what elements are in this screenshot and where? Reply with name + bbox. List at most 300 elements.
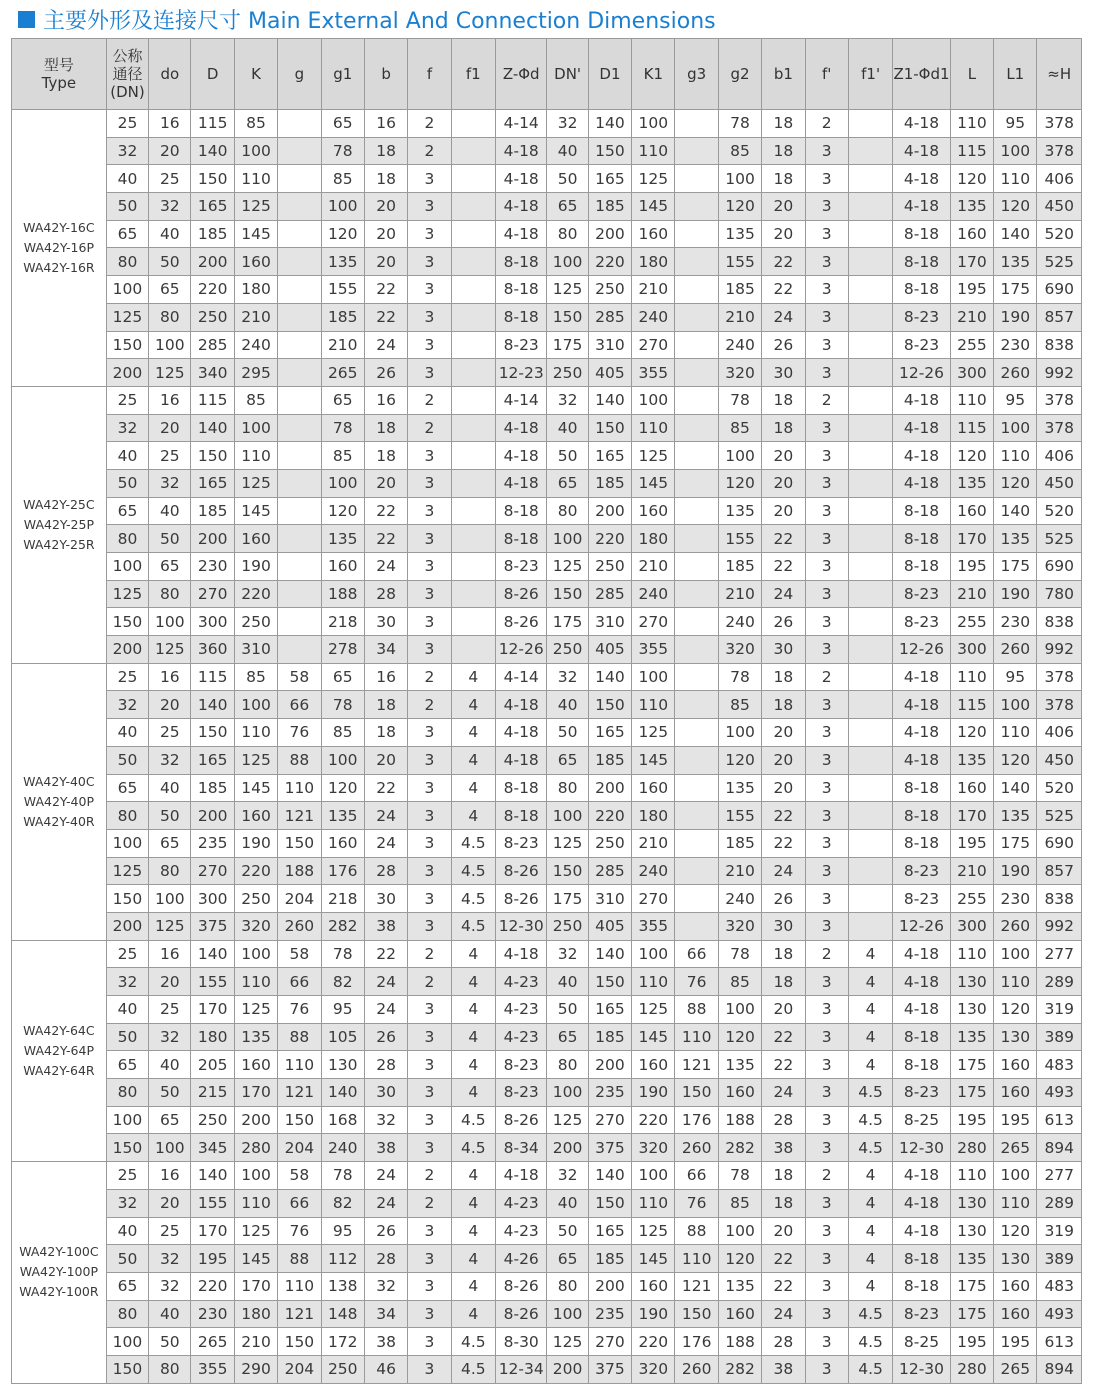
table-cell: 2 bbox=[805, 386, 848, 414]
table-cell: 125 bbox=[547, 1328, 588, 1356]
table-cell: 50 bbox=[149, 525, 191, 553]
table-cell: 168 bbox=[321, 1106, 364, 1134]
table-cell: 28 bbox=[364, 580, 407, 608]
table-cell: 12-30 bbox=[496, 912, 547, 940]
table-cell: 125 bbox=[106, 303, 148, 331]
model-type: WA42Y-40P bbox=[23, 793, 95, 809]
table-row bbox=[12, 1245, 1082, 1273]
table-cell: 24 bbox=[762, 580, 805, 608]
table-cell: 18 bbox=[364, 165, 407, 193]
table-cell bbox=[675, 802, 718, 830]
table-cell: 78 bbox=[321, 691, 364, 719]
table-cell: 220 bbox=[588, 248, 631, 276]
table-cell: 3 bbox=[805, 1355, 848, 1383]
table-cell bbox=[848, 774, 892, 802]
column-header: f bbox=[408, 39, 451, 110]
table-cell: 300 bbox=[191, 608, 234, 636]
table-cell: 160 bbox=[994, 1300, 1037, 1328]
table-cell: 4.5 bbox=[848, 1106, 892, 1134]
table-cell: 121 bbox=[675, 1272, 718, 1300]
table-cell: 100 bbox=[149, 1134, 191, 1162]
table-cell bbox=[675, 608, 718, 636]
table-cell: 180 bbox=[632, 802, 675, 830]
table-cell bbox=[278, 193, 321, 221]
table-cell: 95 bbox=[321, 996, 364, 1024]
table-cell bbox=[451, 442, 495, 470]
table-cell: 265 bbox=[994, 1355, 1037, 1383]
table-cell: 185 bbox=[588, 469, 631, 497]
table-cell: 2 bbox=[408, 691, 451, 719]
table-cell: 100 bbox=[234, 1162, 277, 1190]
table-cell: 8-18 bbox=[893, 276, 950, 304]
table-cell: 150 bbox=[588, 137, 631, 165]
table-cell: 82 bbox=[321, 1189, 364, 1217]
table-cell: 28 bbox=[364, 857, 407, 885]
model-type: WA42Y-100C bbox=[19, 1244, 99, 1260]
table-cell: 100 bbox=[234, 414, 277, 442]
table-cell: 150 bbox=[588, 1189, 631, 1217]
table-cell: 22 bbox=[364, 940, 407, 968]
table-cell: 220 bbox=[632, 1328, 675, 1356]
table-cell: 110 bbox=[994, 165, 1037, 193]
table-cell bbox=[675, 110, 718, 138]
table-cell: 176 bbox=[675, 1106, 718, 1134]
table-cell: 110 bbox=[278, 774, 321, 802]
table-cell: 200 bbox=[106, 359, 148, 387]
table-cell bbox=[848, 829, 892, 857]
column-header: DN' bbox=[547, 39, 588, 110]
table-cell bbox=[848, 608, 892, 636]
table-cell bbox=[451, 414, 495, 442]
table-cell: 165 bbox=[588, 1217, 631, 1245]
table-cell: 65 bbox=[547, 1245, 588, 1273]
table-cell: 389 bbox=[1037, 1245, 1082, 1273]
model-type-cell bbox=[12, 110, 107, 387]
table-cell: 160 bbox=[321, 829, 364, 857]
table-cell: 3 bbox=[805, 1106, 848, 1134]
table-cell: 32 bbox=[547, 386, 588, 414]
table-cell: 3 bbox=[805, 553, 848, 581]
table-cell: 204 bbox=[278, 1134, 321, 1162]
table-cell: 8-18 bbox=[893, 829, 950, 857]
table-row bbox=[12, 857, 1082, 885]
table-cell bbox=[675, 497, 718, 525]
table-cell: 4 bbox=[451, 774, 495, 802]
table-cell bbox=[278, 220, 321, 248]
table-cell: 3 bbox=[805, 968, 848, 996]
table-cell: 58 bbox=[278, 663, 321, 691]
table-cell: 18 bbox=[762, 414, 805, 442]
table-cell: 3 bbox=[805, 137, 848, 165]
table-cell: 115 bbox=[950, 137, 993, 165]
table-row bbox=[12, 1079, 1082, 1107]
table-cell: 50 bbox=[106, 469, 148, 497]
table-cell: 200 bbox=[191, 802, 234, 830]
table-cell: 24 bbox=[762, 1079, 805, 1107]
table-cell: 4 bbox=[848, 1217, 892, 1245]
table-cell: 3 bbox=[805, 829, 848, 857]
table-cell: 520 bbox=[1037, 774, 1082, 802]
table-cell: 165 bbox=[191, 469, 234, 497]
table-cell: 992 bbox=[1037, 912, 1082, 940]
table-cell: 210 bbox=[950, 580, 993, 608]
table-cell: 270 bbox=[191, 580, 234, 608]
table-cell: 34 bbox=[364, 636, 407, 664]
table-cell bbox=[848, 276, 892, 304]
table-cell: 160 bbox=[234, 1051, 277, 1079]
table-cell: 85 bbox=[718, 691, 761, 719]
table-cell: 25 bbox=[149, 165, 191, 193]
table-cell: 20 bbox=[762, 774, 805, 802]
table-cell: 3 bbox=[408, 469, 451, 497]
table-cell: 150 bbox=[191, 165, 234, 193]
table-cell: 220 bbox=[588, 802, 631, 830]
table-cell: 4.5 bbox=[848, 1134, 892, 1162]
model-type: WA42Y-16P bbox=[23, 239, 95, 255]
table-cell: 50 bbox=[149, 1079, 191, 1107]
table-cell bbox=[451, 497, 495, 525]
table-cell: 3 bbox=[805, 248, 848, 276]
table-cell: 3 bbox=[805, 165, 848, 193]
table-cell: 32 bbox=[149, 1272, 191, 1300]
table-cell: 100 bbox=[321, 746, 364, 774]
table-cell: 22 bbox=[364, 497, 407, 525]
table-cell: 8-26 bbox=[496, 1300, 547, 1328]
table-cell: 8-18 bbox=[893, 1051, 950, 1079]
table-cell: 185 bbox=[718, 276, 761, 304]
table-cell bbox=[848, 331, 892, 359]
table-cell: 289 bbox=[1037, 1189, 1082, 1217]
table-cell: 4-18 bbox=[893, 137, 950, 165]
table-cell: 200 bbox=[191, 525, 234, 553]
table-cell: 450 bbox=[1037, 746, 1082, 774]
table-cell: 40 bbox=[149, 497, 191, 525]
section-title bbox=[18, 2, 716, 36]
table-cell: 115 bbox=[950, 691, 993, 719]
table-cell: 3 bbox=[805, 691, 848, 719]
table-cell: 50 bbox=[106, 1245, 148, 1273]
table-cell bbox=[278, 497, 321, 525]
table-cell: 100 bbox=[632, 1162, 675, 1190]
table-cell: 4-18 bbox=[893, 193, 950, 221]
table-cell: 3 bbox=[408, 885, 451, 913]
table-cell: 110 bbox=[632, 414, 675, 442]
table-cell: 26 bbox=[364, 1217, 407, 1245]
table-row bbox=[12, 691, 1082, 719]
table-cell: 360 bbox=[191, 636, 234, 664]
table-cell: 135 bbox=[321, 802, 364, 830]
table-cell: 121 bbox=[278, 802, 321, 830]
table-cell: 110 bbox=[234, 1189, 277, 1217]
table-cell: 8-18 bbox=[496, 276, 547, 304]
table-cell bbox=[675, 774, 718, 802]
table-cell: 3 bbox=[408, 912, 451, 940]
table-cell: 3 bbox=[408, 220, 451, 248]
table-row bbox=[12, 1134, 1082, 1162]
table-cell: 690 bbox=[1037, 829, 1082, 857]
table-cell: 240 bbox=[718, 608, 761, 636]
table-cell: 100 bbox=[994, 1162, 1037, 1190]
table-cell: 22 bbox=[762, 553, 805, 581]
table-row bbox=[12, 968, 1082, 996]
table-cell: 180 bbox=[632, 525, 675, 553]
table-cell: 120 bbox=[994, 193, 1037, 221]
column-header: g bbox=[278, 39, 321, 110]
table-cell: 4.5 bbox=[451, 1106, 495, 1134]
table-cell bbox=[848, 912, 892, 940]
table-cell: 50 bbox=[106, 193, 148, 221]
table-cell: 65 bbox=[149, 1106, 191, 1134]
table-cell: 4.5 bbox=[848, 1328, 892, 1356]
table-row bbox=[12, 1217, 1082, 1245]
table-cell: 270 bbox=[632, 608, 675, 636]
table-cell: 135 bbox=[950, 1023, 993, 1051]
table-cell: 310 bbox=[588, 608, 631, 636]
table-cell: 38 bbox=[364, 1328, 407, 1356]
table-cell: 270 bbox=[191, 857, 234, 885]
table-cell bbox=[848, 469, 892, 497]
table-cell: 300 bbox=[950, 912, 993, 940]
table-cell: 20 bbox=[762, 746, 805, 774]
table-cell: 22 bbox=[364, 774, 407, 802]
table-cell: 8-18 bbox=[893, 248, 950, 276]
table-cell: 2 bbox=[408, 137, 451, 165]
table-cell: 66 bbox=[675, 940, 718, 968]
table-cell: 3 bbox=[408, 746, 451, 774]
table-cell: 4 bbox=[451, 746, 495, 774]
table-cell: 16 bbox=[364, 663, 407, 691]
table-cell: 110 bbox=[994, 442, 1037, 470]
table-cell: 165 bbox=[191, 746, 234, 774]
table-cell: 76 bbox=[278, 996, 321, 1024]
table-cell: 200 bbox=[547, 1355, 588, 1383]
table-cell: 22 bbox=[762, 1023, 805, 1051]
table-cell: 38 bbox=[762, 1355, 805, 1383]
table-cell: 483 bbox=[1037, 1051, 1082, 1079]
table-cell: 145 bbox=[632, 469, 675, 497]
table-cell bbox=[278, 580, 321, 608]
table-cell: 4-18 bbox=[496, 1162, 547, 1190]
table-cell: 100 bbox=[994, 940, 1037, 968]
table-cell: 140 bbox=[321, 1079, 364, 1107]
table-cell: 4-18 bbox=[893, 746, 950, 774]
table-cell: 290 bbox=[234, 1355, 277, 1383]
table-cell bbox=[451, 386, 495, 414]
model-type: WA42Y-25P bbox=[23, 516, 95, 532]
column-header: f1 bbox=[451, 39, 495, 110]
table-cell bbox=[278, 165, 321, 193]
table-cell: 8-26 bbox=[496, 857, 547, 885]
table-cell: 150 bbox=[675, 1300, 718, 1328]
table-cell: 150 bbox=[588, 414, 631, 442]
table-cell: 130 bbox=[994, 1245, 1037, 1273]
table-cell: 40 bbox=[106, 1217, 148, 1245]
table-cell bbox=[848, 525, 892, 553]
table-cell: 3 bbox=[408, 553, 451, 581]
table-cell: 185 bbox=[321, 303, 364, 331]
table-cell: 525 bbox=[1037, 525, 1082, 553]
table-cell: 26 bbox=[364, 359, 407, 387]
table-cell: 145 bbox=[234, 1245, 277, 1273]
table-cell: 270 bbox=[632, 885, 675, 913]
table-cell: 18 bbox=[364, 691, 407, 719]
table-cell: 88 bbox=[675, 1217, 718, 1245]
table-cell: 125 bbox=[149, 912, 191, 940]
table-cell: 18 bbox=[364, 414, 407, 442]
table-cell: 100 bbox=[149, 331, 191, 359]
table-cell: 40 bbox=[149, 774, 191, 802]
table-cell: 40 bbox=[547, 414, 588, 442]
table-cell: 280 bbox=[950, 1134, 993, 1162]
table-cell: 170 bbox=[950, 248, 993, 276]
table-cell: 260 bbox=[675, 1355, 718, 1383]
table-cell: 85 bbox=[321, 719, 364, 747]
table-cell: 320 bbox=[632, 1355, 675, 1383]
table-cell: 40 bbox=[149, 1300, 191, 1328]
table-cell: 3 bbox=[408, 1328, 451, 1356]
table-cell bbox=[848, 386, 892, 414]
table-cell: 3 bbox=[408, 802, 451, 830]
table-cell: 32 bbox=[149, 1245, 191, 1273]
table-row bbox=[12, 663, 1082, 691]
table-cell: 4-26 bbox=[496, 1245, 547, 1273]
table-cell: 4-18 bbox=[893, 996, 950, 1024]
table-cell: 76 bbox=[278, 719, 321, 747]
table-cell: 4-23 bbox=[496, 1023, 547, 1051]
table-cell: 260 bbox=[675, 1134, 718, 1162]
table-cell: 210 bbox=[950, 303, 993, 331]
table-cell bbox=[278, 525, 321, 553]
table-cell: 16 bbox=[364, 386, 407, 414]
table-cell: 125 bbox=[632, 165, 675, 193]
table-cell: 2 bbox=[408, 110, 451, 138]
table-row bbox=[12, 719, 1082, 747]
table-cell: 389 bbox=[1037, 1023, 1082, 1051]
table-cell: 50 bbox=[106, 1023, 148, 1051]
table-cell: 210 bbox=[632, 553, 675, 581]
table-cell bbox=[675, 912, 718, 940]
table-row bbox=[12, 386, 1082, 414]
table-cell: 130 bbox=[950, 1217, 993, 1245]
table-cell bbox=[278, 469, 321, 497]
table-cell: 2 bbox=[408, 968, 451, 996]
table-cell bbox=[848, 553, 892, 581]
table-cell: 3 bbox=[408, 525, 451, 553]
column-header: L1 bbox=[994, 39, 1037, 110]
table-cell: 145 bbox=[234, 497, 277, 525]
table-cell: 190 bbox=[632, 1300, 675, 1328]
table-cell: 110 bbox=[994, 1189, 1037, 1217]
table-cell: 34 bbox=[364, 1300, 407, 1328]
table-row bbox=[12, 193, 1082, 221]
table-cell: 838 bbox=[1037, 608, 1082, 636]
table-cell: 24 bbox=[762, 857, 805, 885]
table-cell: 4 bbox=[451, 663, 495, 691]
table-cell: 20 bbox=[762, 996, 805, 1024]
table-cell bbox=[451, 525, 495, 553]
table-cell bbox=[848, 442, 892, 470]
table-cell: 95 bbox=[994, 386, 1037, 414]
table-cell: 160 bbox=[234, 802, 277, 830]
table-cell: 378 bbox=[1037, 386, 1082, 414]
table-cell: 20 bbox=[149, 414, 191, 442]
table-cell: 613 bbox=[1037, 1106, 1082, 1134]
table-cell: 8-18 bbox=[496, 802, 547, 830]
table-cell bbox=[675, 248, 718, 276]
table-cell: 76 bbox=[675, 1189, 718, 1217]
table-cell: 4-18 bbox=[496, 746, 547, 774]
table-cell: 8-23 bbox=[893, 857, 950, 885]
table-cell bbox=[848, 802, 892, 830]
column-header: D1 bbox=[588, 39, 631, 110]
table-cell: 88 bbox=[278, 1245, 321, 1273]
table-cell: 355 bbox=[632, 636, 675, 664]
table-cell: 95 bbox=[994, 110, 1037, 138]
table-row bbox=[12, 1328, 1082, 1356]
table-cell: 24 bbox=[364, 802, 407, 830]
table-cell bbox=[451, 553, 495, 581]
table-cell: 375 bbox=[588, 1134, 631, 1162]
table-cell: 66 bbox=[675, 1162, 718, 1190]
table-row bbox=[12, 774, 1082, 802]
table-row bbox=[12, 912, 1082, 940]
table-cell: 4-18 bbox=[893, 968, 950, 996]
table-cell: 340 bbox=[191, 359, 234, 387]
table-cell: 85 bbox=[234, 386, 277, 414]
table-cell: 220 bbox=[588, 525, 631, 553]
table-cell: 195 bbox=[950, 1106, 993, 1134]
table-cell: 8-30 bbox=[496, 1328, 547, 1356]
table-cell: 4.5 bbox=[451, 1134, 495, 1162]
table-cell bbox=[451, 359, 495, 387]
table-cell: 210 bbox=[718, 580, 761, 608]
table-cell: 165 bbox=[191, 193, 234, 221]
table-row bbox=[12, 608, 1082, 636]
table-cell: 188 bbox=[278, 857, 321, 885]
table-cell: 4-18 bbox=[496, 719, 547, 747]
table-cell: 992 bbox=[1037, 636, 1082, 664]
table-cell: 12-26 bbox=[893, 912, 950, 940]
column-header: D bbox=[191, 39, 234, 110]
table-cell: 188 bbox=[321, 580, 364, 608]
table-cell: 105 bbox=[321, 1023, 364, 1051]
table-cell bbox=[848, 719, 892, 747]
model-type: WA42Y-64P bbox=[23, 1042, 95, 1058]
table-cell: 4 bbox=[451, 802, 495, 830]
table-cell: 140 bbox=[588, 1162, 631, 1190]
table-cell: 155 bbox=[191, 968, 234, 996]
table-cell bbox=[451, 331, 495, 359]
table-cell: 188 bbox=[718, 1328, 761, 1356]
table-cell: 40 bbox=[547, 1189, 588, 1217]
table-cell: 300 bbox=[950, 359, 993, 387]
table-row bbox=[12, 469, 1082, 497]
table-cell bbox=[451, 110, 495, 138]
table-cell: 8-23 bbox=[496, 553, 547, 581]
table-cell: 130 bbox=[950, 968, 993, 996]
table-cell: 280 bbox=[234, 1134, 277, 1162]
table-cell: 80 bbox=[149, 857, 191, 885]
table-cell: 85 bbox=[718, 137, 761, 165]
table-cell: 4-18 bbox=[893, 691, 950, 719]
table-cell: 110 bbox=[234, 442, 277, 470]
table-cell: 200 bbox=[106, 636, 148, 664]
table-cell: 8-18 bbox=[496, 303, 547, 331]
table-cell bbox=[451, 193, 495, 221]
table-cell: 130 bbox=[950, 996, 993, 1024]
table-cell: 121 bbox=[278, 1300, 321, 1328]
table-cell: 130 bbox=[994, 1023, 1037, 1051]
